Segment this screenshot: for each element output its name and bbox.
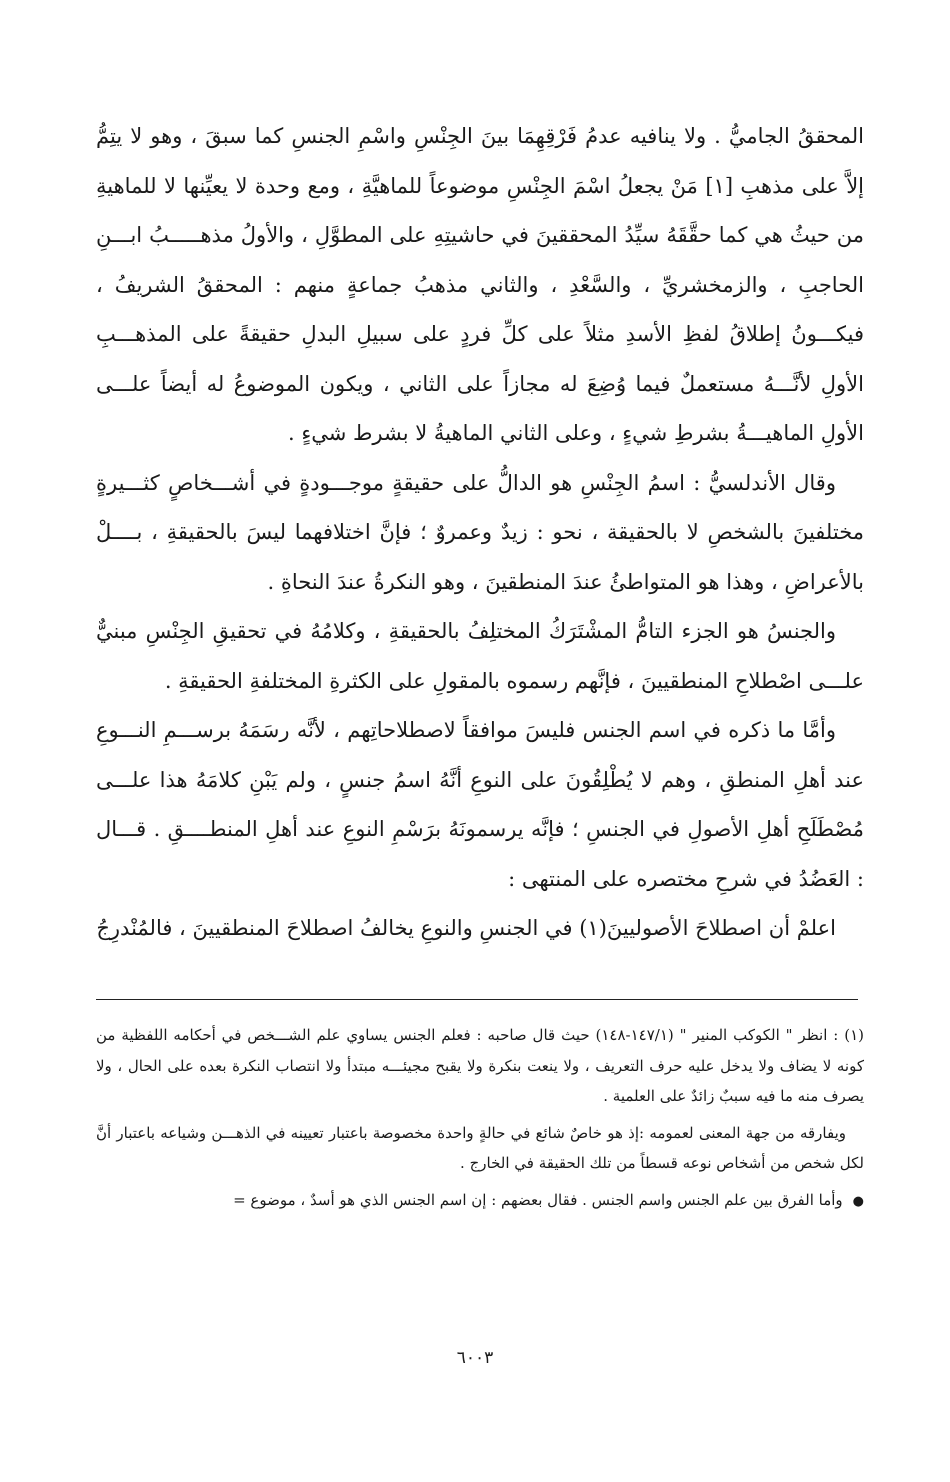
main-paragraph: وقال الأندلسيُّ : اسمُ الجِنْسِ هو الدالُّ على حقيقةٍ موجـــودةٍ في أشـــخاصٍ كثـــيرةٍ مختلفينَ بالشخصِ لا بالحقيقة ، نحو : زيدٌ وعمروٌ ؛ فإنَّ اختلافهما ليسَ بالحقيقةِ ، بــــلْ بالأعراضِ ، وهذا هو المتواطئُ عندَ المنطقينَ ، وهو النكرةُ عندَ النحاةِ . [96,470,864,594]
main-paragraph: المحققُ الجاميُّ . ولا ينافيه عدمُ فَرْقِهِمَا بينَ الجِنْسِ واسْمِ الجنسِ كما سبقَ ، وهو لا يتِمُّ إلاَّ على مذهبِ [١] مَنْ يجعلُ اسْمَ الجِنْسِ موضوعاً للماهيَّةِ ، ومع وحدة لا يعيِّنها لا للماهيةِ من حيثُ هي كما حقَّقَهُ سيِّدُ المحققينَ في حاشيتِهِ على المطوَّلِ ، والأولُ مذهـــــبُ ابـــنِ الحاجبِ ، والزمخشريِّ ، والسَّعْدِ ، والثاني مذهبُ جماعةٍ منهم : المحققُ الشريفُ ، فيكـــونُ إطلاقُ لفظِ الأسدِ مثلاً على كلِّ فردٍ على سبيلِ البدلِ حقيقةً على المذهـــبِ الأولِ لأنَّـــهُ مستعملٌ فيما وُضِعَ له مجازاً على الثاني ، ويكون الموضوعُ له أيضاً علـــى الأولِ الماهيـــةُ بشرطِ شيءٍ ، وعلى الثاني الماهيةُ لا بشرط شيءٍ . [96,124,865,445]
footnote-separator [96,999,858,1000]
footnote-paragraph: وأما الفرق بين علم الجنس واسم الجنس . فقال بعضهم : إن اسم الجنس الذي هو أسدٌ ، موضوع = [233,1190,843,1209]
main-paragraph: وأمَّا ما ذكره في اسم الجنس فليسَ موافقاً لاصطلاحاتِهم ، لأنَّه رسَمَهُ برســـمِ النـــوعِ عند أهلِ المنطقِ ، وهم لا يُطْلِقُونَ على النوعِ أنَّهُ اسمُ جنسٍ ، ولم يَبْنِ كلامَهُ هذا علـــى مُصْطَلَحِ أهلِ الأصولِ في الجنسِ ؛ فإنَّه يرسمونَهُ برَسْمِ النوعِ عند أهلِ المنطــــقِ . قـــال : العَضُدُ في شرحِ مختصره على المنتهى : [96,718,864,891]
footnote-paragraph: (١) : انظر " الكوكب المنير " (١٤٧/١-١٤٨) حيث قال صاحبه : فعلم الجنس يساوي علم الشـــخص في أحكامه اللفظية من كونه لا يضاف ولا يدخل عليه حرف التعريف ، ولا ينعت بنكرة ولا يقبح مجيئـــه مبتدأ ولا انتصاب النكرة بعده على الحال ، ولا يصرف منه ما فيه سببٌ زائدٌ على العلمية . [96,1026,864,1105]
main-text-body [96,112,864,954]
page-number: ٦٠٠٣ [456,1348,494,1368]
main-paragraph: اعلمْ أن اصطلاحَ الأصوليينَ(١) في الجنسِ والنوعِ يخالفُ اصطلاحَ المنطقيينَ ، فالمُنْدرِجُ [96,916,836,940]
footnote-bullet-line [96,1185,864,1218]
main-paragraph: والجنسُ هو الجزء التامُّ المشْتَرَكُ المختلِفُ بالحقيقةِ ، وكلامُهُ في تحقيقِ الجِنْسِ مبنيٌّ علـــى اصْطلاحِ المنطقيينَ ، فإنَّهم رسموه بالمقولِ على الكثرةِ المختلفةِ الحقيقةِ . [96,619,864,693]
footnote-paragraph: ويفارقه من جهة المعنى لعمومه :إذ هو خاصٌ شائع في حالةٍ واحدة مخصوصة باعتبار تعيينه في الذهـــن وشياعه باعتبار أنَّ لكل شخص من أشخاص نوعه قسطاً من تلك الحقيقة في الخارج . [96,1123,864,1172]
footnotes [96,1020,864,1217]
bullet-icon: ● [852,1193,864,1209]
